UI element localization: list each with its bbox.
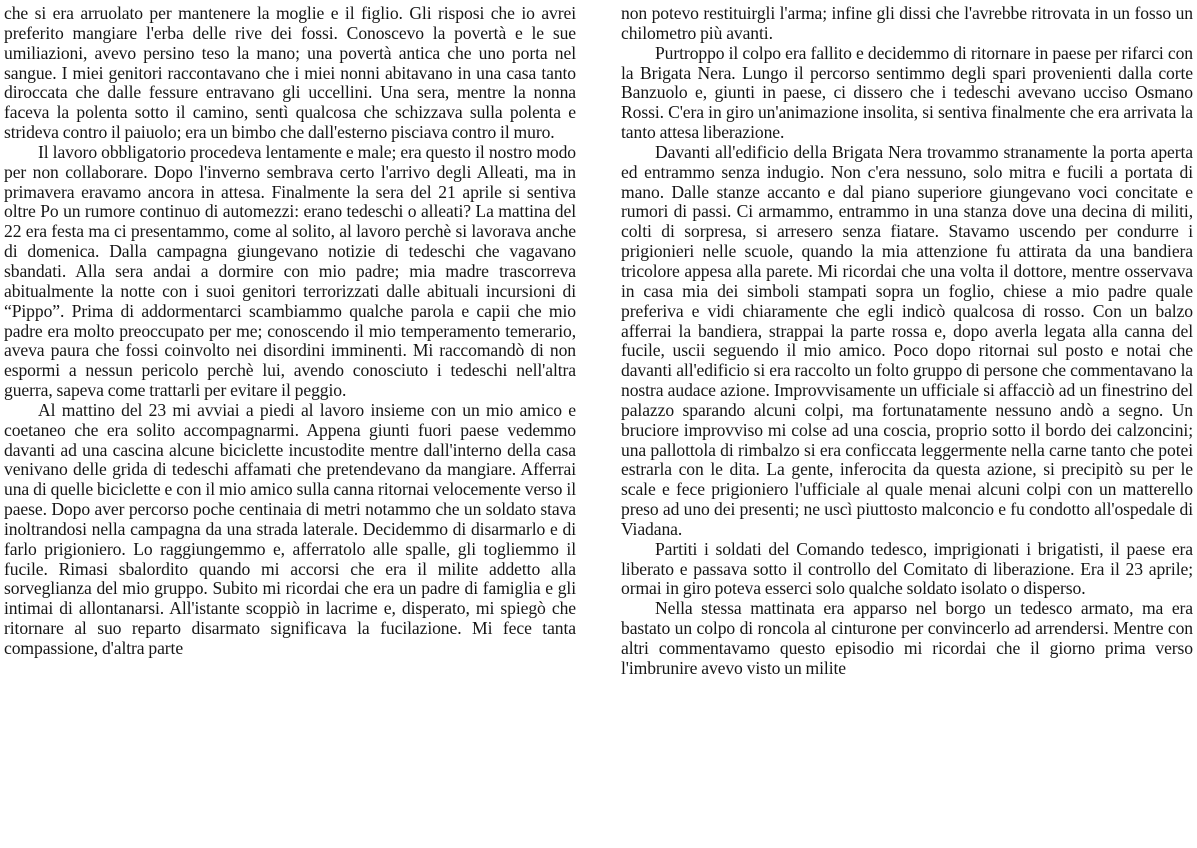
paragraph: Nella stessa mattinata era apparso nel borgo un tedesco armato, ma era bastato un colpo di roncola al cinturone per convincerlo ad arrendersi. Mentre con altri commentavamo questo episodio mi ricordai che il giorno prima verso l'imbrunire avevo visto un milite <box>621 598 1193 678</box>
paragraph: che si era arruolato per mantenere la moglie e il figlio. Gli risposi che io avrei preferito mangiare l'erba delle rive dei fossi. Conoscevo la povertà e le sue umiliazioni, avevo persino teso la mano; una povertà antica che uno porta nel sangue. I miei genitori raccontavano che i miei nonni abitavano in una casa tanto diroccata che dalle fessure entravano gli uccellini. Una sera, mentre la nonna faceva la polenta sotto il camino, sentì qualcosa che schizzava sulla polenta e strideva contro il paiuolo; era un bimbo che dall'esterno pisciava contro il muro. <box>4 3 576 143</box>
right-text-column <box>621 4 1193 848</box>
paragraph: Partiti i soldati del Comando tedesco, imprigionati i brigatisti, il paese era liberato e passava sotto il controllo del Comitato di liberazione. Era il 23 aprile; ormai in giro poteva esserci solo qualche soldato isolato o disperso. <box>621 538 1193 599</box>
left-text-column <box>4 4 576 848</box>
paragraph: non potevo restituirgli l'arma; infine gli dissi che l'avrebbe ritrovata in un fosso un chilometro più avanti. <box>621 3 1193 43</box>
paragraph: Il lavoro obbligatorio procedeva lentamente e male; era questo il nostro modo per non collaborare. Dopo l'inverno sembrava certo l'arrivo degli Alleati, ma in primavera eravamo ancora in attesa. Finalmente la sera del 21 aprile si sentiva oltre Po un rumore continuo di automezzi: erano tedeschi o alleati? La mattina del 22 era festa ma ci presentammo, come al solito, al lavoro perchè si lavorava anche di domenica. Dalla campagna giungevano notizie di tedeschi che vagavano sbandati. Alla sera andai a dormire con mio padre; mia madre trascorreva abitualmente la notte con i suoi genitori terrorizzati dalle abituali incursioni di “Pippo”. Prima di addormentarci scambiammo qualche parola e capii che mio padre era molto preoccupato per me; conoscendo il mio temperamento temerario, aveva paura che fossi coinvolto nei disordini imminenti. Mi raccomandò di non espormi a nessun pericolo perchè lui, avendo conosciuto i tedeschi nell'altra guerra, sapeva come trattarli per evitare il peggio. <box>4 141 576 401</box>
paragraph: Al mattino del 23 mi avviai a piedi al lavoro insieme con un mio amico e coetaneo che era solito accompagnarmi. Appena giunti fuori paese vedemmo davanti ad una cascina alcune biciclette incustodite mentre dall'interno della casa venivano delle grida di tedeschi affamati che pretendevano da mangiare. Afferrai una di quelle biciclette e con il mio amico sulla canna ritornai velocemente verso il paese. Dopo aver percorso poche centinaia di metri notammo che un soldato stava inoltrandosi nella campagna da una strada laterale. Decidemmo di disarmarlo e di farlo prigioniero. Lo raggiungemmo e, afferratolo alle spalle, gli togliemmo il fucile. Rimasi sbalordito quando mi accorsi che era il milite addetto alla sorveglianza del mio gruppo. Subito mi ricordai che era un padre di famiglia e gli intimai di allontanarsi. All'istante scoppiò in lacrime e, disperato, mi spiegò che ritornare al suo reparto disarmato significava la fucilazione. Mi fece tanta compassione, d'altra parte <box>4 399 576 658</box>
paragraph: Davanti all'edificio della Brigata Nera trovammo stranamente la porta aperta ed entrammo senza indugio. Non c'era nessuno, solo mitra e fucili a portata di mano. Dalle stanze accanto e dal piano superiore giungevano voci concitate e rumori di passi. Ci armammo, entrammo in una stanza dove una decina di militi, colti di sorpresa, si arresero senza fiatare. Stavamo uscendo per condurre i prigionieri nelle scuole, quando la mia attenzione fu attirata da una bandiera tricolore appesa alla parete. Mi ricordai che una volta il dottore, mentre osservava in casa mia dei simboli stampati sopra un foglio, chiese a mio padre quale preferiva e vidi chiaramente che egli indicò qualcosa di rosso. Con un balzo afferrai la bandiera, strappai la parte rossa e, dopo averla legata alla canna del fucile, uscii seguendo il mio amico. Poco dopo ritornai sul posto e notai che davanti all'edificio si era raccolto un folto gruppo di persone che commentavano la nostra audace azione. Improvvisamente un ufficiale si affacciò ad un finestrino del palazzo sparando alcuni colpi, ma fortunatamente nessuno andò a segno. Un bruciore improvviso mi colse ad una coscia, proprio sotto il bordo dei calzoncini; una pallottola di rimbalzo si era conficcata leggermente nella carne tanto che potei estrarla con le dita. La gente, inferocita da questa azione, si precipitò su per le scale e fece prigioniero l'ufficiale al quale menai alcuni colpi con un matterello preso ad uno dei presenti; ne uscì piuttosto malconcio e fu condotto all'ospedale di Viadana. <box>621 141 1193 539</box>
paragraph: Purtroppo il colpo era fallito e decidemmo di ritornare in paese per rifarci con la Brigata Nera. Lungo il percorso sentimmo degli spari provenienti dalla corte Banzuolo e, giunti in paese, ci dissero che i tedeschi avevano ucciso Osmano Rossi. C'era in giro un'animazione insolita, si sentiva finalmente che era arrivata la tanto attesa liberazione. <box>621 42 1193 143</box>
